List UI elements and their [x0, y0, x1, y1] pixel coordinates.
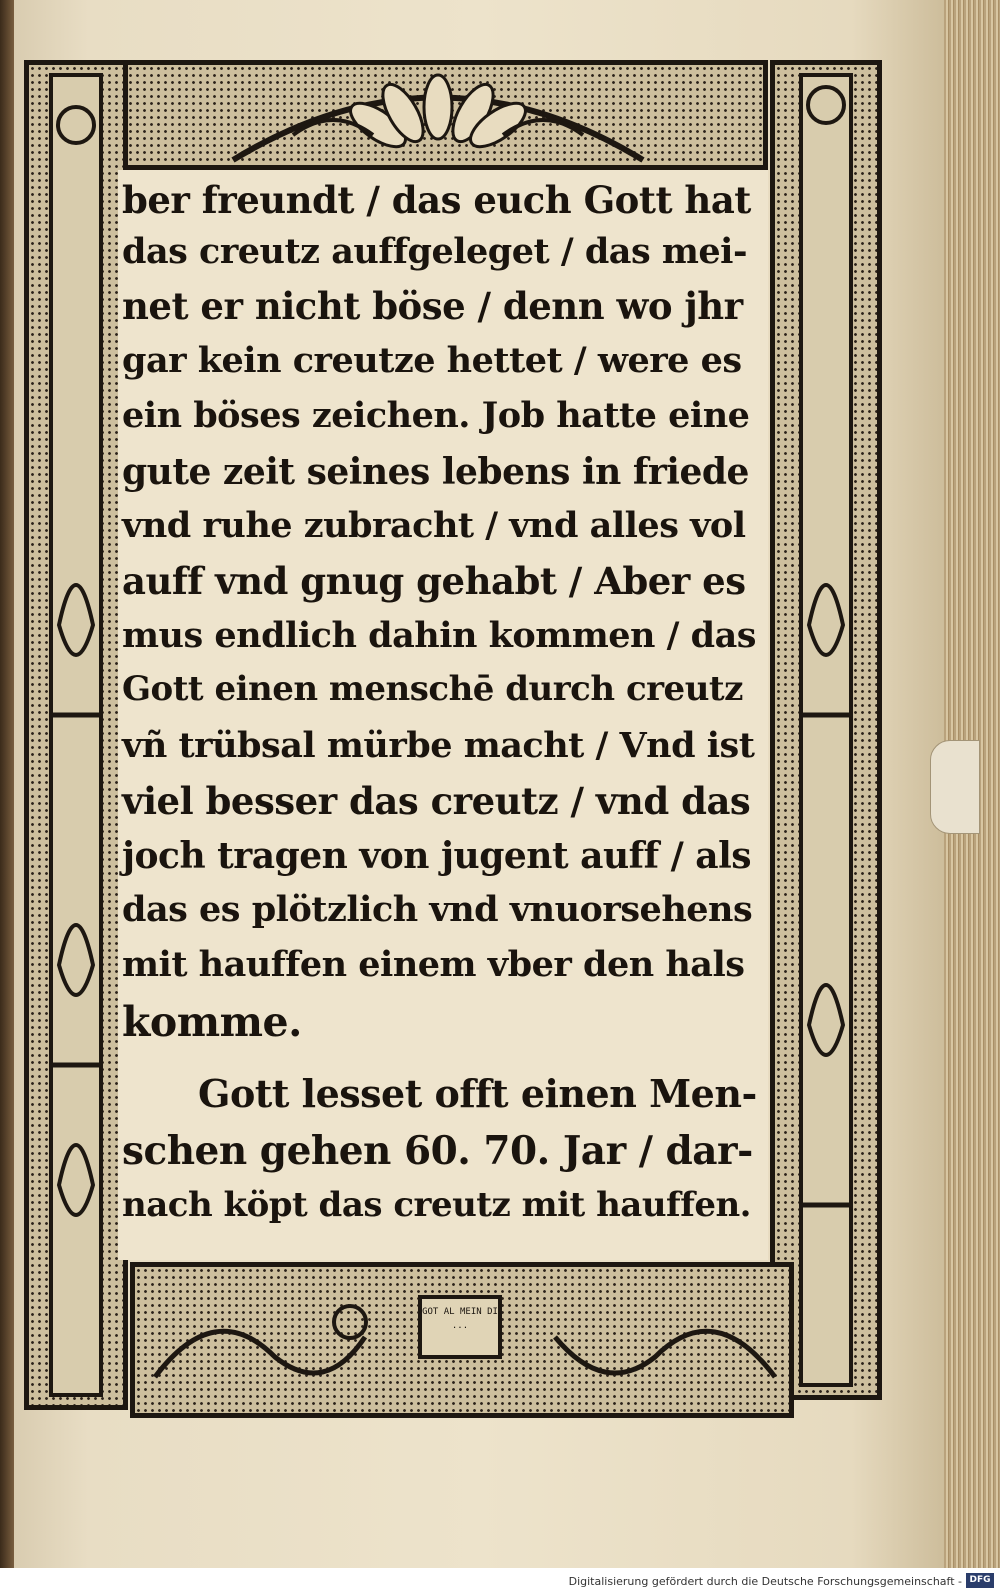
- text-line: gar kein creutze hettet / were es: [122, 340, 742, 381]
- text-line: mit hauffen einem vber den hals: [122, 944, 745, 985]
- text-line: gute zeit seines lebens in friede: [122, 451, 749, 493]
- ornament-border-left: [24, 60, 128, 1410]
- column-ornament-icon: [775, 65, 877, 1395]
- text-line: komme.: [122, 998, 302, 1046]
- ornament-inscription: GOT AL MEIN DI ...: [422, 1307, 498, 1331]
- text-line: vnd ruhe zubracht / vnd alles vol: [122, 505, 746, 546]
- text-line: ein böses zeichen. Job hatte eine: [122, 395, 750, 436]
- putto-ornament-icon: [135, 1267, 789, 1413]
- text-block: [118, 170, 768, 1260]
- fan-ornament-icon: [113, 65, 763, 165]
- footer-credit: Digitalisierung gefördert durch die Deutsche Forschungsgemeinschaft -: [568, 1575, 962, 1588]
- ornament-border-bottom: [130, 1262, 794, 1418]
- text-line: schen gehen 60. 70. Jar / dar-: [122, 1128, 753, 1174]
- column-ornament-icon: [29, 65, 123, 1405]
- text-line: joch tragen von jugent auff / als: [122, 835, 752, 877]
- text-line: viel besser das creutz / vnd das: [122, 779, 751, 823]
- text-line: ber freundt / das euch Gott hat: [122, 178, 751, 222]
- text-line: vñ trübsal mürbe macht / Vnd ist: [122, 725, 755, 766]
- text-line: das creutz auffgeleget / das mei-: [122, 231, 748, 272]
- text-line: mus endlich dahin kommen / das: [122, 615, 757, 656]
- text-line: Gott lesset offt einen Men-: [198, 1071, 757, 1116]
- text-line: Gott einen menschē durch creutz: [122, 669, 743, 709]
- text-line: das es plötzlich vnd vnuorsehens: [122, 889, 753, 930]
- text-line: net er nicht böse / denn wo jhr: [122, 284, 743, 328]
- text-line: auff vnd gnug gehabt / Aber es: [122, 559, 746, 603]
- ornament-border-right: [770, 60, 882, 1400]
- ornament-border-top: [108, 60, 768, 170]
- footer-bar: [0, 1568, 1000, 1595]
- text-line: nach köpt das creutz mit hauffen.: [122, 1185, 752, 1225]
- page-tab: [930, 740, 980, 834]
- dfg-logo-icon: DFG: [966, 1573, 994, 1588]
